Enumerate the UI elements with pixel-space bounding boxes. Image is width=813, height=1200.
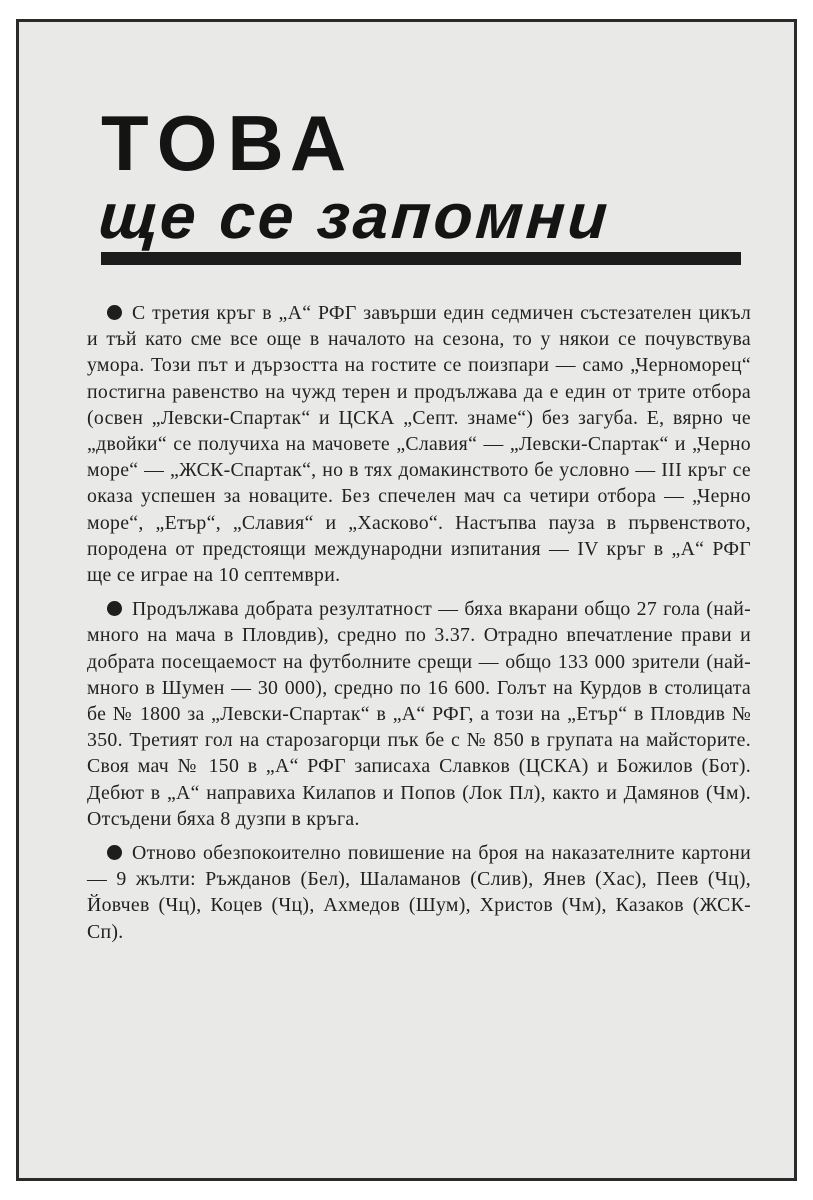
article-paragraph-1 bbox=[87, 300, 751, 588]
article-body bbox=[87, 300, 751, 953]
headline-underline bbox=[101, 252, 741, 265]
bullet-icon bbox=[107, 305, 122, 320]
article-paragraph-1-text: С третия кръг в „А“ РФГ завърши един седмичен състезателен цикъл и тъй като сме все още в началото на сезона, то у някои се почувствува умора. Този път и дързостта на гостите се поизпари — само „Черноморец“ постигна равенство на чужд терен и продължава да е един от трите отбора (освен „Левски-Спартак“ и ЦСКА „Септ. знаме“) без загуба. Е, вярно че „двойки“ се получиха на мачовете „Славия“ — „Левски-Спартак“ и „Черно море“ — „ЖСК-Спартак“, но в тях домакинството бе условно — III кръг се оказа успешен за новаците. Без спечелен мач са четири отбора — „Черно море“, „Етър“, „Славия“ и „Хасково“. Настъпва пауза в първенството, породена от предстоящи международни изпитания — IV кръг в „А“ РФГ ще се играе на 10 септември. bbox=[87, 302, 751, 587]
clipping-frame bbox=[16, 19, 797, 1181]
article-paragraph-2-text: Продължава добрата резултатност — бяха вкарани общо 27 гола (най-много на мача в Пловдив), средно по 3.37. Отрадно впечатление прави и добрата посещаемост на футболните срещи — общо 133 000 зрители (най-много в Шумен — 30 000), средно по 16 600. Голът на Курдов в столицата бе № 1800 за „Левски-Спартак“ в „А“ РФГ, а този на „Етър“ в Пловдив № 350. Третият гол на старозагорци пък бе с № 850 в групата на майсторите. Своя мач № 150 в „А“ РФГ записаха Славков (ЦСКА) и Божилов (Бот). Дебют в „А“ направиха Килапов и Попов (Лок Пл), както и Дамянов (Чм). Отсъдени бяха 8 дузпи в кръга. bbox=[87, 598, 751, 830]
article-paragraph-2 bbox=[87, 596, 751, 832]
article-paragraph-3 bbox=[87, 840, 751, 945]
headline-main: ТОВА bbox=[101, 99, 357, 187]
bullet-icon bbox=[107, 601, 122, 616]
headline-sub: ще се запомни bbox=[96, 180, 613, 252]
bullet-icon bbox=[107, 845, 122, 860]
article-paragraph-3-text: Отново обезпокоително повишение на броя на наказателните картони — 9 жълти: Ръжданов (Бел), Шаламанов (Слив), Янев (Хас), Пеев (Чц), Йовчев (Чц), Коцев (Чц), Ахмедов (Шум), Христов (Чм), Казаков (ЖСК-Сп). bbox=[87, 842, 751, 943]
